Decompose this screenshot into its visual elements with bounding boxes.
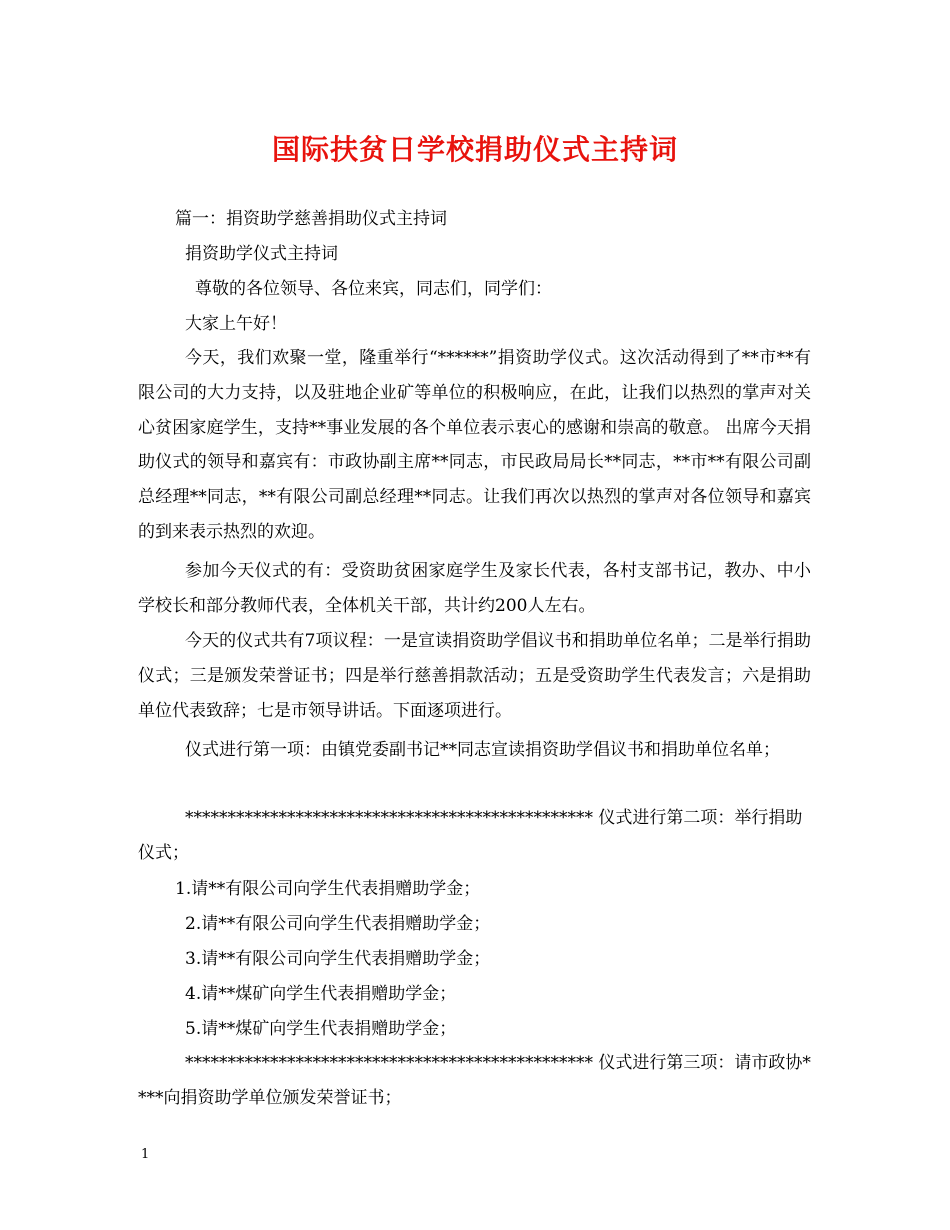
donation-item: 4.请**煤矿向学生代表捐赠助学金；	[185, 984, 457, 1004]
donation-item: 2.请**有限公司向学生代表捐赠助学金；	[185, 914, 491, 934]
intro-paragraph: 今天，我们欢聚一堂，隆重举行“******”捐资助学仪式。这次活动得到了**市**有限公司的大力支持，以及驻地企业矿等单位的积极响应，在此，让我们以热烈的掌声对关心贫困家庭学生，支持**事业发展的各个单位表示衷心的感谢和崇高的敬意。 出席今天捐助仪式的领导和嘉宾有：市政协副主席**同志，市民政局局长**同志，**市**有限公司副总经理**同志，**有限公司副总经理**同志。让我们再次以热烈的掌声对各位领导和嘉宾的到来表示热烈的欢迎。	[138, 348, 811, 542]
agenda-item-2-paragraph: ************************************************ 仪式进行第二项：举行捐助仪式；	[138, 808, 803, 863]
donation-item: 1.请**有限公司向学生代表捐赠助学金；	[175, 879, 481, 899]
donation-item: 3.请**有限公司向学生代表捐赠助学金；	[185, 949, 491, 969]
greeting-text: 尊敬的各位领导、各位来宾，同志们，同学们：	[195, 279, 552, 299]
agenda-item-3-paragraph: ************************************************ 仪式进行第三项：请市政协****向捐资助学单位颁发荣誉证书；	[138, 1053, 811, 1108]
document-title: 国际扶贫日学校捐助仪式主持词	[271, 133, 678, 166]
agenda-item-1-paragraph: 仪式进行第一项：由镇党委副书记**同志宣读捐资助学倡议书和捐助单位名单；	[185, 740, 780, 760]
good-morning-text: 大家上午好！	[185, 314, 287, 334]
subheading: 捐资助学仪式主持词	[185, 244, 338, 264]
agenda-paragraph: 今天的仪式共有7项议程：一是宣读捐资助学倡议书和捐助单位名单；二是举行捐助仪式；三是颁发荣誉证书；四是举行慈善捐款活动；五是受资助学生代表发言；六是捐助单位代表致辞；七是市领导讲话。下面逐项进行。	[138, 631, 811, 721]
section-heading: 篇一：捐资助学慈善捐助仪式主持词	[175, 209, 447, 229]
page-number: 1	[141, 1147, 150, 1162]
attendees-paragraph: 参加今天仪式的有：受资助贫困家庭学生及家长代表，各村支部书记，教办、中小学校长和部分教师代表，全体机关干部，共计约200人左右。	[138, 561, 811, 616]
donation-item: 5.请**煤矿向学生代表捐赠助学金；	[185, 1019, 457, 1039]
